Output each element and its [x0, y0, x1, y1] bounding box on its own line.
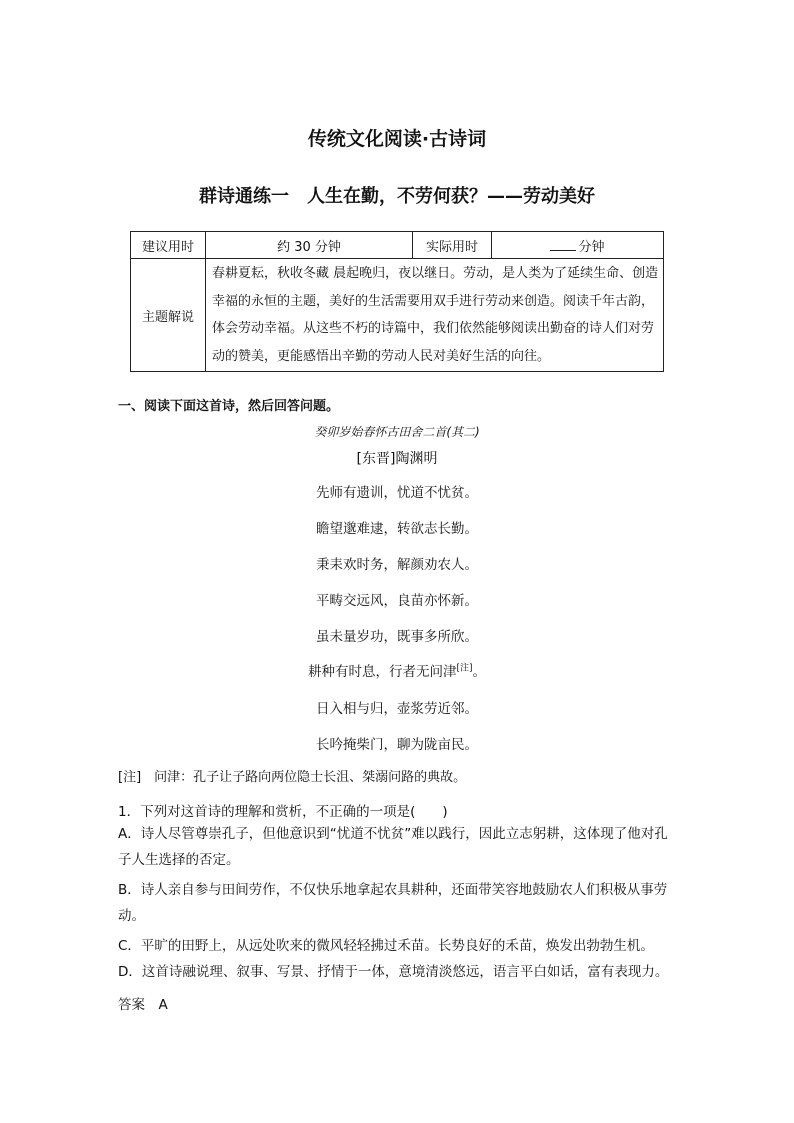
option-c: C．平旷的田野上，从远处吹来的微风轻轻拂过禾苗。长势良好的禾苗，焕发出勃勃生机。 — [118, 938, 654, 954]
suggested-time-value: 约 30 分钟 — [206, 232, 413, 259]
poem-line: 秉耒欢时务，解颜劝农人。 — [316, 557, 478, 573]
actual-time-label: 实际用时 — [413, 232, 492, 259]
question-stem: 1．下列对这首诗的理解和赏析，不正确的一项是( ) — [118, 804, 448, 820]
option-b: B．诗人亲自参与田间劳作，不仅快乐地拿起农具耕种，还面带笑容地鼓励农人们积极从事劳动。 — [118, 882, 668, 924]
theme-label: 主题解说 — [131, 259, 206, 372]
info-table — [130, 231, 664, 372]
suggested-time-label: 建议用时 — [131, 232, 206, 259]
actual-time-unit: 分钟 — [578, 239, 605, 255]
page-title: 传统文化阅读·古诗词 — [307, 128, 487, 150]
poem-title: 癸卯岁始春怀古田舍二首(其二) — [314, 425, 480, 439]
actual-time-cell — [492, 232, 664, 259]
section-heading: 一、阅读下面这首诗，然后回答问题。 — [118, 399, 340, 414]
actual-time-blank[interactable] — [550, 238, 576, 251]
footnote: [注] 问津：孔子让子路向两位隐士长沮、桀溺问路的典故。 — [118, 770, 467, 785]
answer: 答案 A — [118, 997, 168, 1013]
option-d: D．这首诗融说理、叙事、写景、抒情于一体，意境清淡悠远，语言平白如话，富有表现力。 — [118, 964, 669, 980]
poem-line: 瞻望邈难逮，转欲志长勤。 — [316, 521, 478, 537]
poem-line: 先师有遗训，忧道不忧贫。 — [316, 485, 478, 501]
poem-author: [东晋]陶渊明 — [356, 451, 438, 467]
page-subtitle: 群诗通练一 人生在勤，不劳何获？——劳动美好 — [199, 186, 595, 207]
poem-line: 平畴交远风，良苗亦怀新。 — [316, 593, 478, 609]
poem-line: 日入相与归，壶浆劳近邻。 — [316, 701, 478, 717]
poem-line-footnoted: 耕种有时息，行者无问津[注]。 — [307, 663, 487, 680]
poem-line: 长吟掩柴门，聊为陇亩民。 — [316, 737, 478, 753]
poem-line-text: 耕种有时息，行者无问津 — [307, 664, 457, 680]
theme-text: 春耕夏耘，秋收冬藏 晨起晚归，夜以继日。劳动，是人类为了延续生命、创造幸福的永恒的主题，美好的生活需要用双手进行劳动来创造。阅读千年古韵，体会劳动幸福。从这些不朽的诗篇中，我们依然能够阅读出勤奋的诗人们对劳动的赞美，更能感悟出辛勤的劳动人民对美好生活的向往。 — [206, 259, 664, 372]
option-a: A．诗人尽管尊崇孔子，但他意识到“忧道不忧贫”难以践行，因此立志躬耕，这体现了他对孔子人生选择的否定。 — [118, 826, 668, 868]
footnote-marker: [注] — [456, 663, 473, 674]
poem-line: 虽未量岁功，既事多所欣。 — [316, 629, 478, 645]
